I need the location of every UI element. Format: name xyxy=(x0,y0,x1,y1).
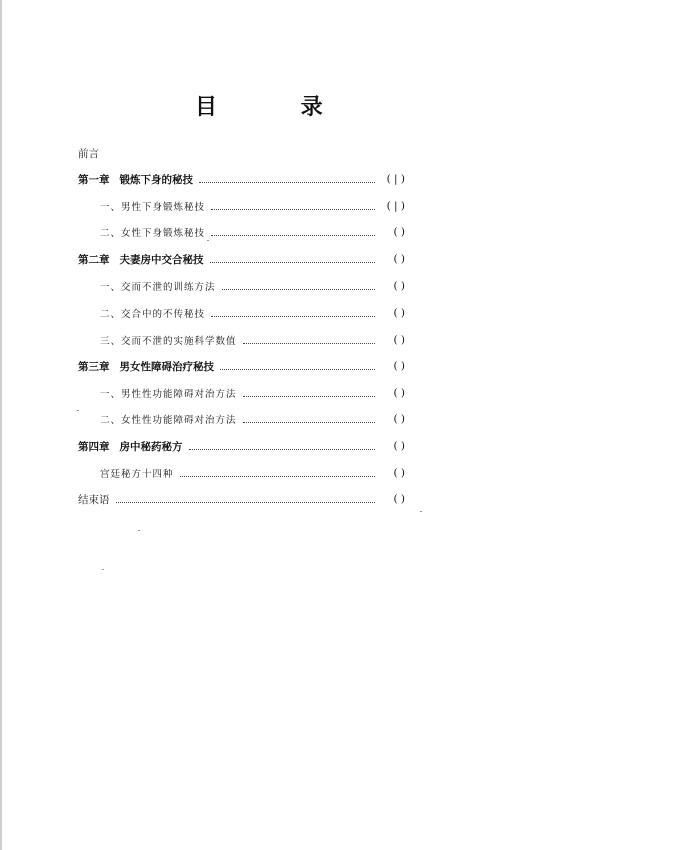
page-number: ( | ) xyxy=(386,200,405,212)
toc-entry-label xyxy=(100,466,180,480)
toc-entry-text: 二、女性性功能障碍对治方法 xyxy=(100,415,237,426)
toc-entry-text: 夫妻房中交合秘技 xyxy=(119,253,204,266)
toc-entry-text: 二、交合中的不传秘技 xyxy=(100,309,206,320)
toc-section-row xyxy=(100,277,405,295)
toc-entry-label xyxy=(100,199,211,213)
chapter-number: 第一章 xyxy=(78,173,110,186)
page-number: ( ) xyxy=(393,387,405,399)
dot-leader xyxy=(189,447,376,450)
toc-chapter-row xyxy=(78,357,405,375)
toc-row xyxy=(78,490,405,508)
toc-entry-label xyxy=(78,252,210,267)
page-number: ( ) xyxy=(393,493,405,505)
chapter-number: 第三章 xyxy=(78,360,110,373)
toc-entry-text: 前言 xyxy=(78,147,99,160)
page-number: ( ) xyxy=(393,360,405,372)
dot-leader xyxy=(211,207,375,210)
dot-leader xyxy=(243,420,375,423)
page-number: ( ) xyxy=(393,334,405,346)
dot-leader xyxy=(222,287,375,290)
dot-leader xyxy=(211,314,375,317)
toc-title: 目 录 xyxy=(195,95,361,120)
page-number: ( ) xyxy=(393,280,405,292)
dot-leader xyxy=(211,233,375,236)
toc-entry-label xyxy=(100,279,222,293)
toc-entry-text: 宫廷秘方十四种 xyxy=(100,469,174,480)
page-number: ( ) xyxy=(393,467,405,479)
dot-leader xyxy=(116,500,376,503)
toc-entry-label xyxy=(100,306,211,320)
chapter-number: 第二章 xyxy=(78,253,110,266)
toc-entry-text: 一、男性下身锻炼秘技 xyxy=(100,202,206,213)
toc-entry-label xyxy=(100,386,243,400)
toc-entry-text: 一、交而不泄的训练方法 xyxy=(100,282,216,293)
page-left-edge xyxy=(0,0,2,850)
page-number: ( ) xyxy=(393,413,405,425)
toc-section-row xyxy=(100,410,405,428)
toc-chapter-row xyxy=(78,437,405,455)
toc-section-row xyxy=(100,464,405,482)
dot-leader xyxy=(210,260,376,263)
toc-section-row xyxy=(100,223,405,241)
toc-entry-text: 一、男性性功能障碍对治方法 xyxy=(100,389,237,400)
dot-leader xyxy=(243,341,375,344)
toc-chapter-row xyxy=(78,250,405,268)
toc-entry-text: 房中秘药秘方 xyxy=(119,440,183,453)
toc-entry-label xyxy=(78,492,116,507)
page-number: ( ) xyxy=(393,226,405,238)
toc-section-row xyxy=(100,331,405,349)
page-number: ( ) xyxy=(393,440,405,452)
toc-entry-text: 结束语 xyxy=(78,493,110,506)
page-number: ( ) xyxy=(393,253,405,265)
dot-leader xyxy=(180,474,375,477)
dot-leader xyxy=(243,394,375,397)
dot-leader xyxy=(220,367,375,370)
toc-entry-label xyxy=(78,172,199,187)
toc-entry-label xyxy=(78,439,189,454)
toc-entry-label xyxy=(100,225,211,239)
toc-section-row xyxy=(100,197,405,215)
dot-leader xyxy=(199,180,375,183)
toc-chapter-row xyxy=(78,170,405,188)
page-number: ( ) xyxy=(393,307,405,319)
toc-entry-text: 男女性障碍治疗秘技 xyxy=(119,360,214,373)
page-number: ( | ) xyxy=(386,173,405,185)
toc-entry-label xyxy=(100,333,243,347)
toc-entry-label xyxy=(100,412,243,426)
toc-entry-text: 二、女性下身锻炼秘技 xyxy=(100,228,206,239)
toc-entry-text: 锻炼下身的秘技 xyxy=(119,173,193,186)
toc-section-row xyxy=(100,304,405,322)
toc-section-row xyxy=(100,384,405,402)
toc-entry-label xyxy=(78,359,220,374)
toc-entry-label xyxy=(78,146,105,161)
toc-entry-text: 三、交而不泄的实施科学数值 xyxy=(100,336,237,347)
toc-row xyxy=(78,144,405,162)
chapter-number: 第四章 xyxy=(78,440,110,453)
